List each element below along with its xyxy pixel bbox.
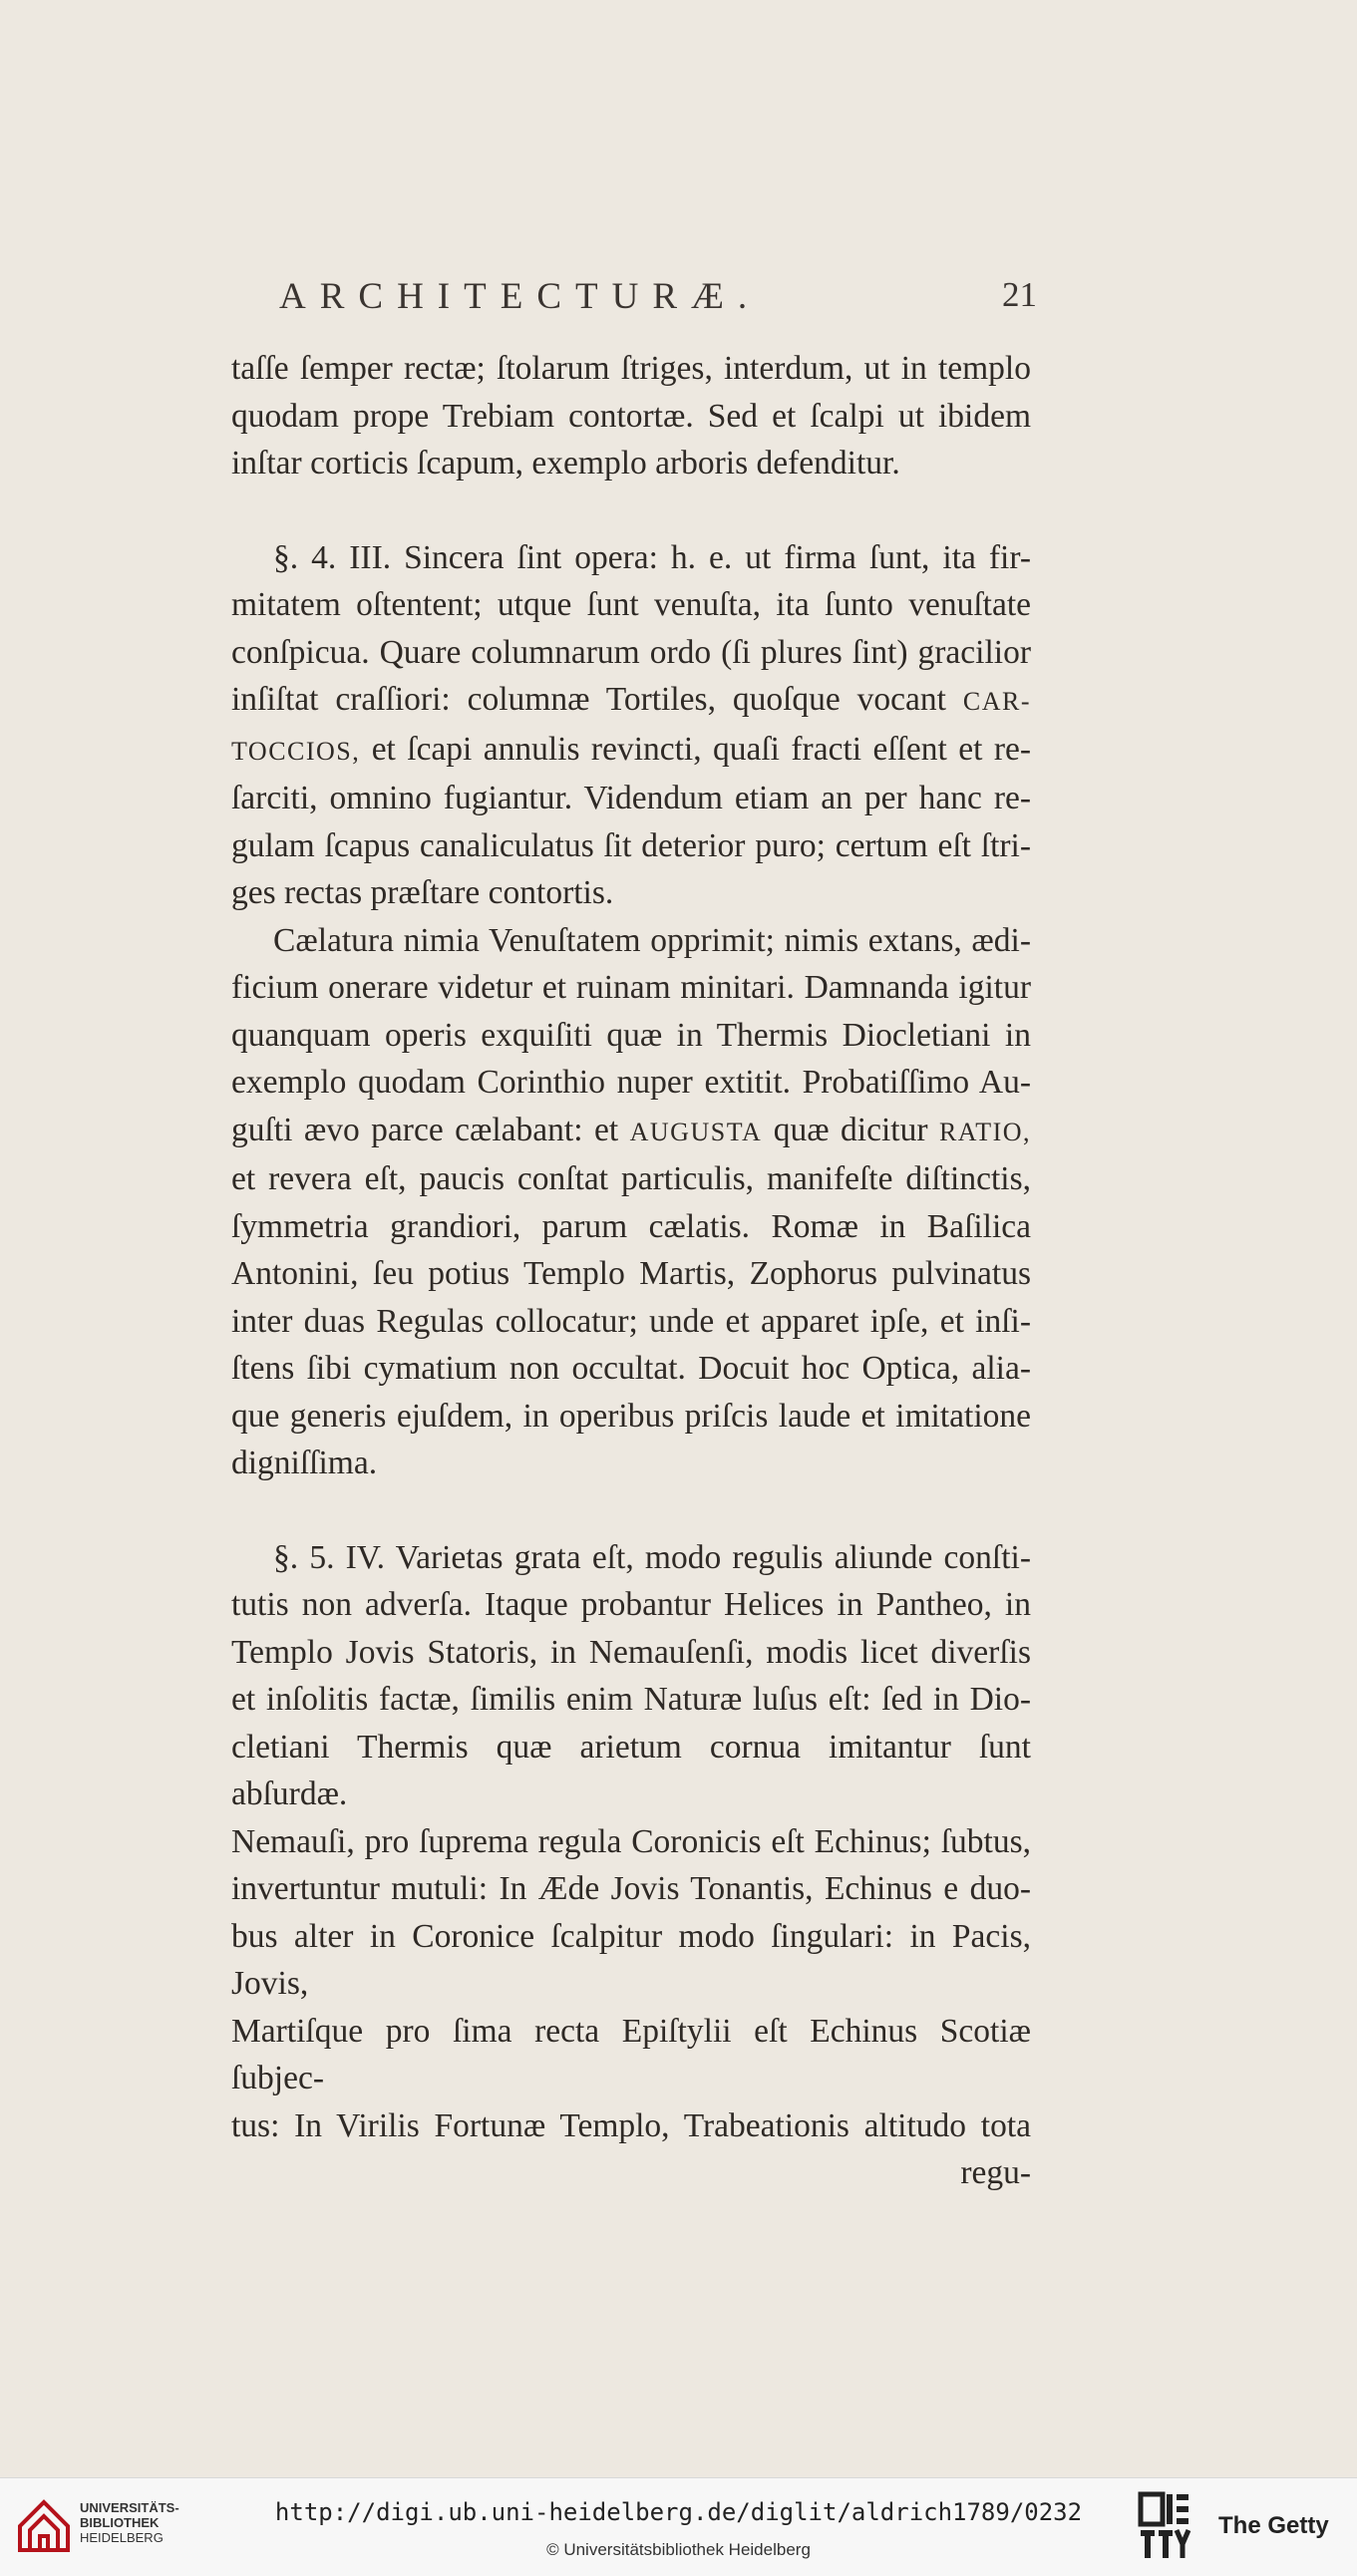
text-line: §. 5. IV. Varietas grata eſt, modo regulis aliunde conſti-: [273, 1538, 1031, 1576]
paragraph-gap: [231, 1487, 1031, 1534]
university-name-line: HEIDELBERG: [80, 2530, 164, 2545]
copyright-notice: © Universitätsbibliothek Heidelberg: [546, 2540, 811, 2559]
text-line: [231, 676, 1031, 726]
body-text: [231, 345, 1031, 2197]
text-segment: guſti ævo parce cælabant: et: [231, 1111, 619, 1148]
text-line: cletiani Thermis quæ arietum cornua imitantur ſunt abſurdæ.: [231, 1728, 1031, 1812]
text-line: et inſolitis factæ, ſimilis enim Naturæ luſus eſt: ſed in Dio-: [231, 1681, 1031, 1718]
text-line: taſſe ſemper rectæ; ſtolarum ſtriges, interdum, ut in templo: [231, 350, 1031, 387]
text-line: §. 4. III. Sincera ſint opera: h. e. ut firma ſunt, ita fir-: [273, 538, 1031, 576]
permalink-url[interactable]: http://digi.ub.uni-heidelberg.de/diglit/aldrich1789/0232: [274, 2498, 1083, 2526]
small-caps-term: AUGUSTA: [629, 1117, 763, 1146]
small-caps-term: CAR-: [962, 687, 1031, 716]
text-line: conſpicua. Quare columnarum ordo (ſi plures ſint) gracilior: [231, 633, 1031, 671]
text-line: inter duas Regulas collocatur; unde et apparet ipſe, et inſi-: [231, 1302, 1031, 1340]
text-line: ſymmetria grandiori, parum cælatis. Romæ in Baſilica: [231, 1207, 1031, 1245]
text-line: ges rectas præſtare contortis.: [231, 874, 614, 911]
paragraph-gap: [231, 487, 1031, 534]
text-line: bus alter in Coronice ſcalpitur modo ſingulari: in Pacis, Jovis,: [231, 1917, 1031, 2002]
getty-logo-icon: [1137, 2490, 1192, 2562]
text-line: Templo Jovis Statoris, in Nemauſenſi, modis licet diverſis: [231, 1633, 1031, 1671]
text-line: tus: In Virilis Fortunæ Templo, Trabeationis altitudo tota: [231, 2106, 1031, 2144]
text-line: quodam prope Trebiam contortæ. Sed et ſcalpi ut ibidem: [231, 397, 1031, 435]
text-segment: inſiſtat craſſiori: columnæ Tortiles, quoſque vocant: [231, 681, 946, 718]
text-line: digniſſima.: [231, 1445, 378, 1481]
text-line: ſarciti, omnino fugiantur. Videndum etiam an per hanc re-: [231, 780, 1031, 816]
small-caps-term: RATIO,: [938, 1117, 1032, 1146]
text-line: ficium onerare videtur et ruinam minitari. Damnanda igitur: [231, 969, 1031, 1006]
text-line: que generis ejuſdem, in operibus priſcis laude et imitatione: [231, 1397, 1031, 1435]
text-line: inſtar corticis ſcapum, exemplo arboris defenditur.: [231, 445, 900, 482]
text-line: quanquam operis exquiſiti quæ in Thermis Diocletiani in: [231, 1016, 1031, 1054]
catchword: regu-: [960, 2154, 1031, 2191]
university-name-line: UNIVERSITÄTS-: [80, 2500, 179, 2515]
text-line: Antonini, ſeu potius Templo Martis, Zophorus pulvinatus: [231, 1255, 1031, 1292]
text-line: gulam ſcapus canaliculatus ſit deterior puro; certum eſt ſtri-: [231, 826, 1031, 864]
university-name-line: BIBLIOTHEK: [80, 2515, 160, 2530]
text-line: Cælatura nimia Venuſtatem opprimit; nimis extans, ædi-: [273, 921, 1031, 959]
footer-bar: [0, 2477, 1357, 2576]
text-line: [231, 726, 1031, 776]
text-line: exemplo quodam Corinthio nuper extitit. Probatiſſimo Au-: [231, 1064, 1031, 1101]
running-head: [279, 275, 1037, 325]
text-line: invertuntur mutuli: In Æde Jovis Tonantis, Echinus e duo-: [231, 1870, 1031, 1907]
text-line: mitatem oſtentent; utque ſunt venuſta, ita ſunto venuſtate: [231, 586, 1031, 623]
small-caps-term: TOCCIOS,: [231, 736, 361, 766]
text-line: Nemauſi, pro ſuprema regula Coronicis eſt Echinus; ſubtus,: [231, 1822, 1031, 1860]
page-number: 21: [1002, 275, 1037, 314]
text-line: [231, 1107, 1031, 1156]
running-title: ARCHITECTURÆ.: [279, 276, 762, 317]
text-line: Martiſque pro ſima recta Epiſtylii eſt Echinus Scotiæ ſubjec-: [231, 2012, 1031, 2096]
text-line: et revera eſt, paucis conſtat particulis, manifeſte diſtinctis,: [231, 1160, 1031, 1197]
text-line: ſtens ſibi cymatium non occultat. Docuit hoc Optica, alia-: [231, 1350, 1031, 1387]
text-line: tutis non adverſa. Itaque probantur Helices in Pantheo, in: [231, 1586, 1031, 1623]
text-segment: et ſcapi annulis revincti, quaſi fracti eſſent et re-: [371, 730, 1032, 768]
getty-name: The Getty: [1218, 2512, 1329, 2539]
text-segment: quæ dicitur: [773, 1111, 928, 1148]
